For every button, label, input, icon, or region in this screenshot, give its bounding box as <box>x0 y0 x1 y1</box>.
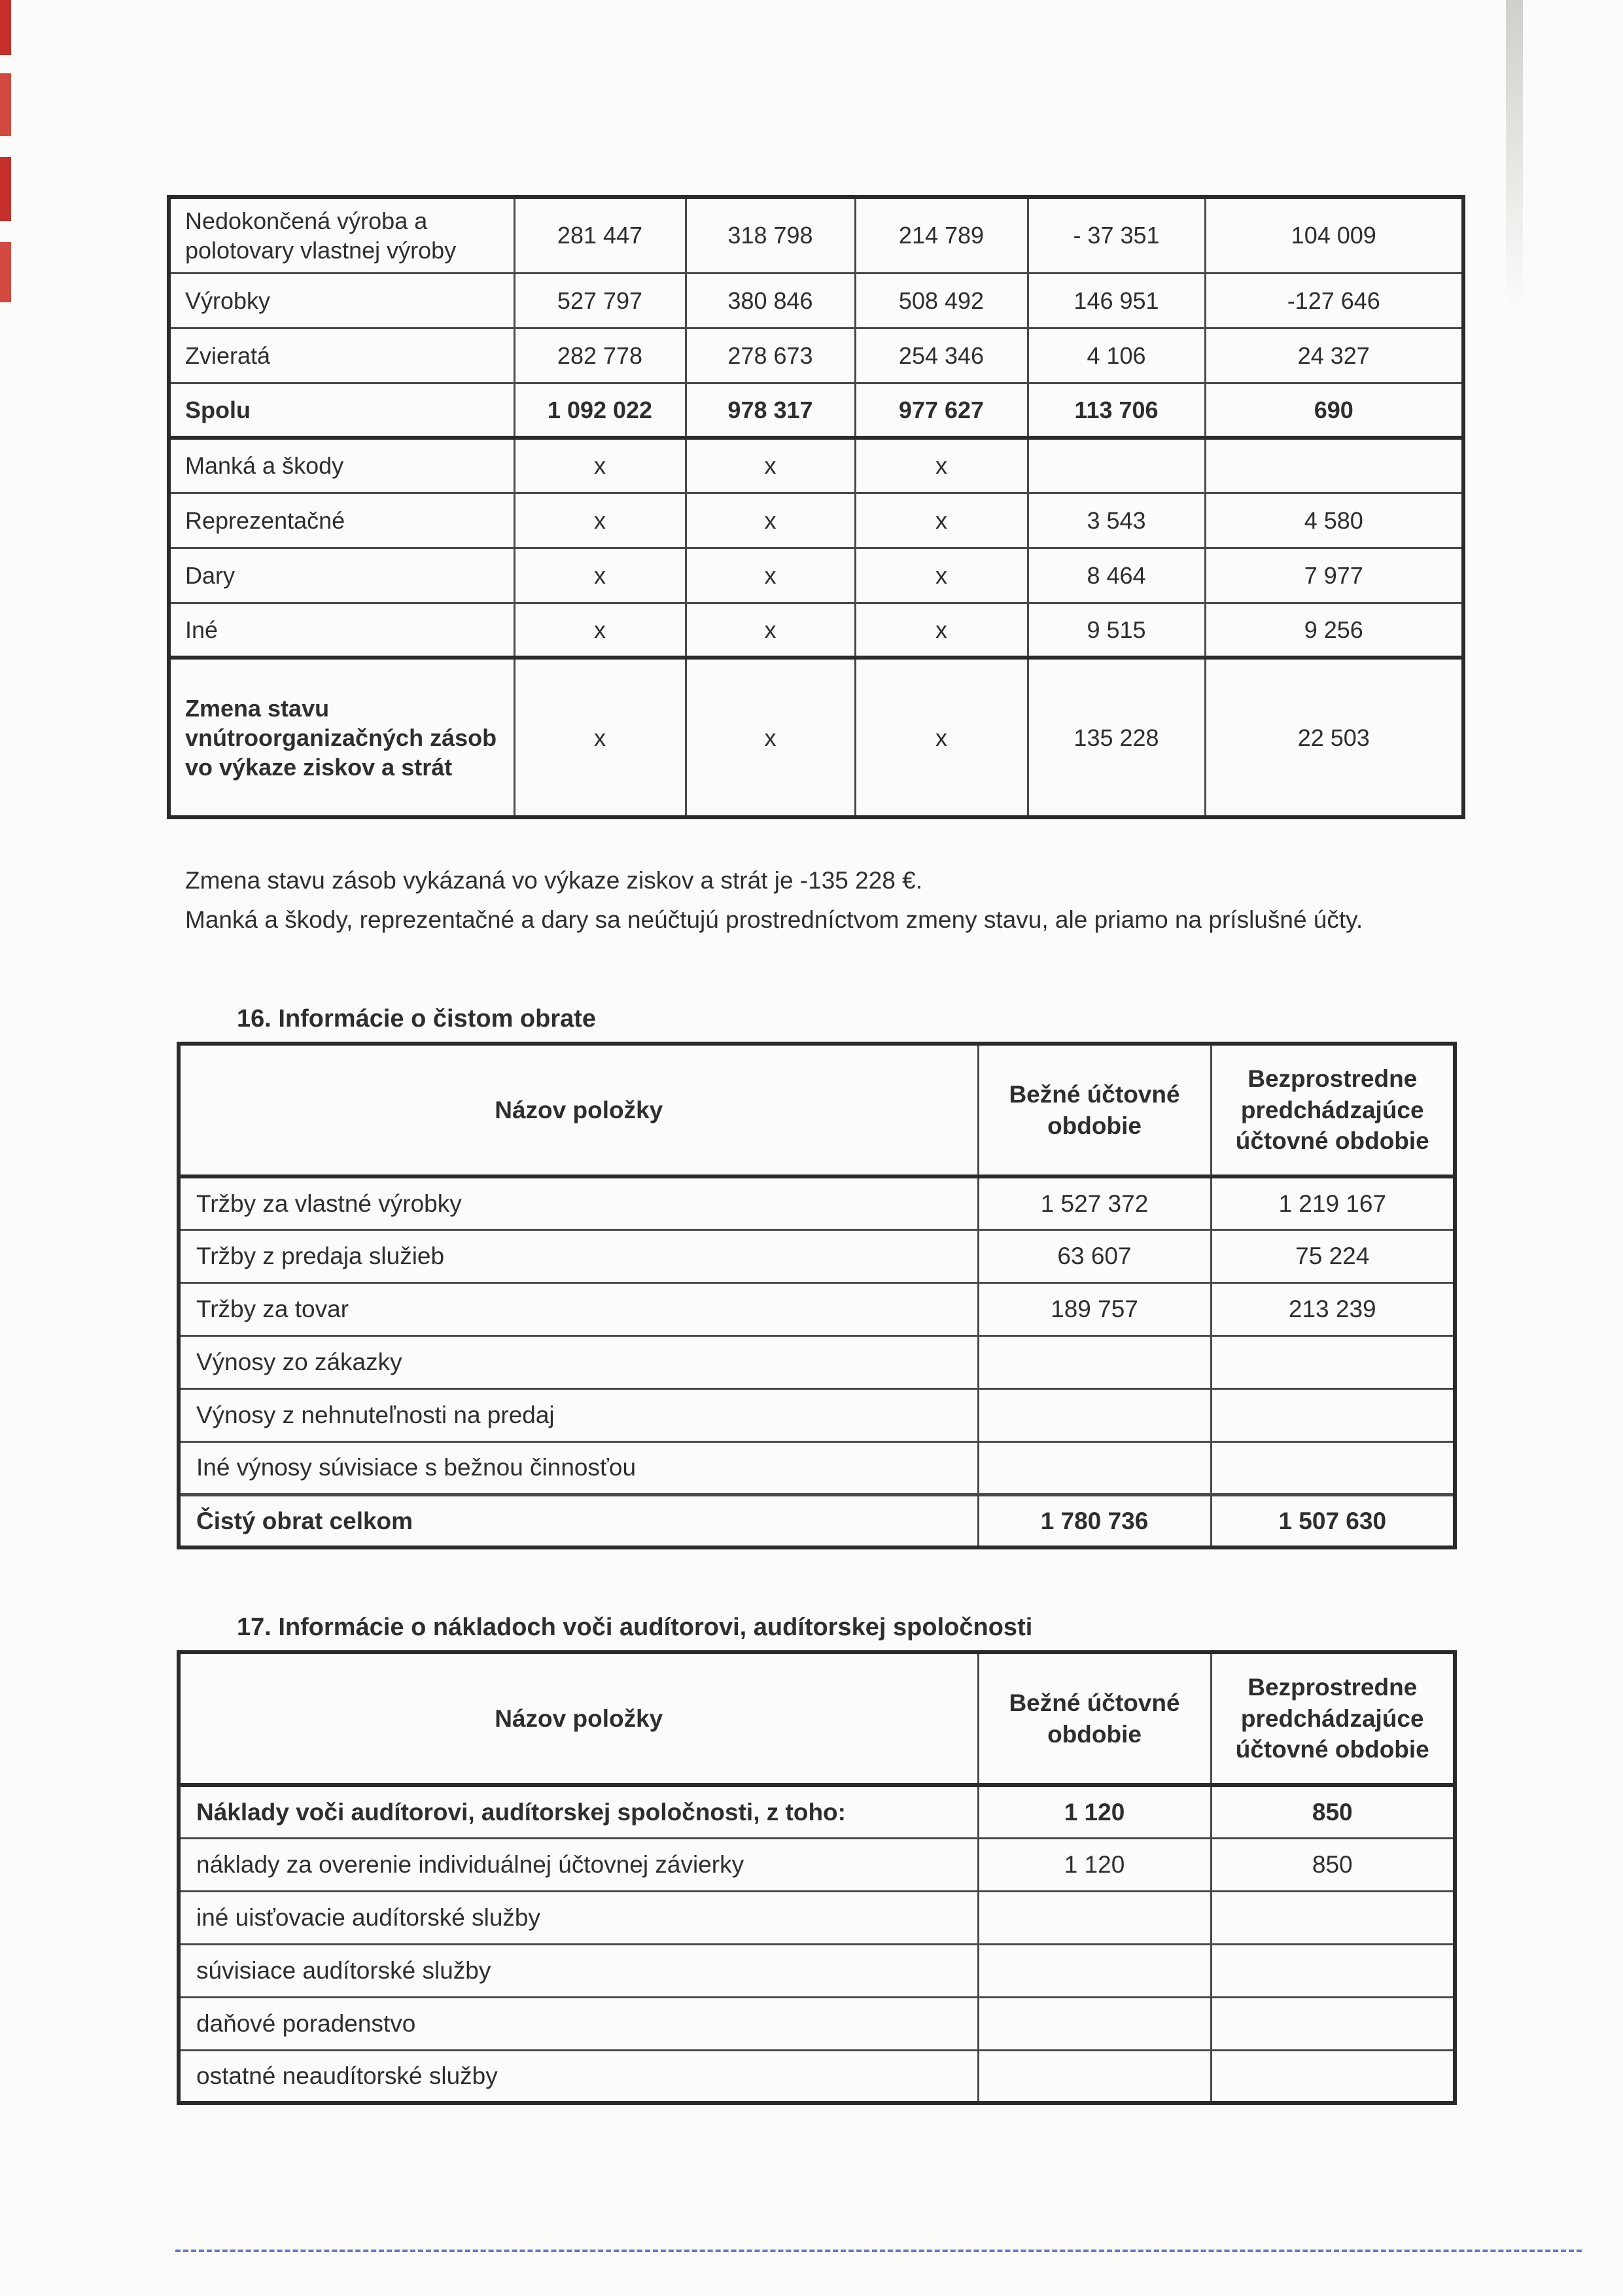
value-cell: 1 120 <box>978 1785 1211 1838</box>
row-label-cell: Nedokončená výroba a polotovary vlastnej výroby <box>169 197 514 273</box>
row-label-cell: Zmena stavu vnútroorganizačných zásob vo výkaze ziskov a strát <box>169 658 514 817</box>
value-cell: 7 977 <box>1205 548 1463 603</box>
value-cell: 146 951 <box>1028 273 1205 328</box>
value-cell: 9 515 <box>1028 603 1205 658</box>
value-cell <box>978 1891 1211 1944</box>
value-cell <box>1211 1441 1455 1494</box>
value-cell <box>1205 438 1463 493</box>
value-cell: x <box>514 493 686 548</box>
value-cell: 318 798 <box>686 197 855 273</box>
header-current-cell: Bežné účtovné obdobie <box>978 1044 1211 1176</box>
scan-shadow <box>1506 0 1523 308</box>
value-cell: 850 <box>1211 1838 1455 1891</box>
table-row <box>179 1838 1455 1891</box>
table-row <box>169 548 1463 603</box>
table-row <box>169 438 1463 493</box>
table-header-row <box>179 1652 1455 1785</box>
value-cell: x <box>686 438 855 493</box>
inventory-table <box>167 195 1465 819</box>
row-label-cell: daňové poradenstvo <box>179 1997 978 2050</box>
value-cell: x <box>686 493 855 548</box>
value-cell: -127 646 <box>1205 273 1463 328</box>
value-cell: - 37 351 <box>1028 197 1205 273</box>
net-turnover-table <box>177 1042 1457 1549</box>
value-cell: x <box>514 658 686 817</box>
row-label-cell: Spolu <box>169 383 514 438</box>
value-cell: 24 327 <box>1205 328 1463 383</box>
table-row <box>179 1335 1455 1388</box>
value-cell: 189 757 <box>978 1282 1211 1335</box>
value-cell: 1 092 022 <box>514 383 686 438</box>
value-cell: 75 224 <box>1211 1229 1455 1282</box>
value-cell: 135 228 <box>1028 658 1205 817</box>
value-cell: 3 543 <box>1028 493 1205 548</box>
value-cell: x <box>514 603 686 658</box>
value-cell: 508 492 <box>855 273 1028 328</box>
value-cell: 690 <box>1205 383 1463 438</box>
value-cell: 104 009 <box>1205 197 1463 273</box>
row-label-cell: Výnosy zo zákazky <box>179 1335 978 1388</box>
value-cell <box>978 1335 1211 1388</box>
value-cell: 282 778 <box>514 328 686 383</box>
row-label-cell: ostatné neaudítorské služby <box>179 2050 978 2103</box>
table-row <box>179 1891 1455 1944</box>
row-label-cell: Iné výnosy súvisiace s bežnou činnosťou <box>179 1441 978 1494</box>
row-label-cell: iné uisťovacie audítorské služby <box>179 1891 978 1944</box>
table-row <box>179 1388 1455 1441</box>
value-cell: 22 503 <box>1205 658 1463 817</box>
row-label-cell: Čistý obrat celkom <box>179 1494 978 1547</box>
value-cell <box>1211 1997 1455 2050</box>
value-cell <box>1028 438 1205 493</box>
value-cell <box>978 1388 1211 1441</box>
note-line: Manká a škody, reprezentačné a dary sa neúčtujú prostredníctvom zmeny stavu, ale priamo na príslušné účty. <box>185 906 1363 933</box>
row-label-cell: Reprezentačné <box>169 493 514 548</box>
note-line: Zmena stavu zásob vykázaná vo výkaze ziskov a strát je -135 228 €. <box>185 867 923 894</box>
section-17-heading: 17. Informácie o nákladoch voči audítorovi, audítorskej spoločnosti <box>237 1614 1033 1641</box>
value-cell: 278 673 <box>686 328 855 383</box>
red-edge-mark <box>0 73 11 136</box>
value-cell: 9 256 <box>1205 603 1463 658</box>
row-label-cell: Iné <box>169 603 514 658</box>
row-label-cell: Tržby za tovar <box>179 1282 978 1335</box>
value-cell: x <box>855 548 1028 603</box>
table-row-change-of-stock <box>169 658 1463 817</box>
value-cell: 213 239 <box>1211 1282 1455 1335</box>
row-label-cell: náklady za overenie individuálnej účtovnej závierky <box>179 1838 978 1891</box>
table-row <box>179 1282 1455 1335</box>
row-label-cell: Manká a škody <box>169 438 514 493</box>
row-label-cell: Tržby z predaja služieb <box>179 1229 978 1282</box>
value-cell: 1 527 372 <box>978 1176 1211 1229</box>
value-cell: 527 797 <box>514 273 686 328</box>
value-cell: x <box>514 438 686 493</box>
row-label-cell: Zvieratá <box>169 328 514 383</box>
table-row-total <box>179 1785 1455 1838</box>
value-cell: 977 627 <box>855 383 1028 438</box>
table-row <box>179 1229 1455 1282</box>
value-cell: 1 780 736 <box>978 1494 1211 1547</box>
table-row <box>169 328 1463 383</box>
auditor-costs-table <box>177 1650 1457 2105</box>
value-cell <box>978 2050 1211 2103</box>
table-row <box>179 1441 1455 1494</box>
table-row <box>169 493 1463 548</box>
header-current-cell: Bežné účtovné obdobie <box>978 1652 1211 1785</box>
value-cell: x <box>855 658 1028 817</box>
value-cell <box>1211 2050 1455 2103</box>
value-cell <box>1211 1388 1455 1441</box>
row-label-cell: Dary <box>169 548 514 603</box>
table-header-row <box>179 1044 1455 1176</box>
red-edge-mark <box>0 242 11 302</box>
table-row <box>179 1176 1455 1229</box>
value-cell: x <box>855 493 1028 548</box>
value-cell: x <box>686 548 855 603</box>
section-16-heading: 16. Informácie o čistom obrate <box>237 1005 597 1033</box>
value-cell: x <box>514 548 686 603</box>
notes-block <box>185 861 1363 940</box>
table-row <box>169 197 1463 273</box>
value-cell: 4 580 <box>1205 493 1463 548</box>
value-cell: 380 846 <box>686 273 855 328</box>
value-cell: 8 464 <box>1028 548 1205 603</box>
header-name-cell: Názov položky <box>179 1652 978 1785</box>
value-cell: x <box>686 603 855 658</box>
value-cell <box>978 1944 1211 1997</box>
table-row <box>179 1944 1455 1997</box>
header-name-cell: Názov položky <box>179 1044 978 1176</box>
row-label-cell: Tržby za vlastné výrobky <box>179 1176 978 1229</box>
value-cell: 1 120 <box>978 1838 1211 1891</box>
table-row <box>169 273 1463 328</box>
value-cell <box>1211 1335 1455 1388</box>
value-cell: 1 507 630 <box>1211 1494 1455 1547</box>
header-previous-cell: Bezprostredne predchádzajúce účtovné obdobie <box>1211 1044 1455 1176</box>
value-cell: 281 447 <box>514 197 686 273</box>
value-cell <box>1211 1891 1455 1944</box>
table-row-total <box>179 1494 1455 1547</box>
value-cell <box>1211 1944 1455 1997</box>
value-cell: 1 219 167 <box>1211 1176 1455 1229</box>
row-label-cell: súvisiace audítorské služby <box>179 1944 978 1997</box>
value-cell: 4 106 <box>1028 328 1205 383</box>
row-label-cell: Výnosy z nehnuteľnosti na predaj <box>179 1388 978 1441</box>
table-row <box>179 2050 1455 2103</box>
value-cell: 214 789 <box>855 197 1028 273</box>
red-edge-mark <box>0 157 11 221</box>
value-cell: 850 <box>1211 1785 1455 1838</box>
row-label-cell: Výrobky <box>169 273 514 328</box>
value-cell: 113 706 <box>1028 383 1205 438</box>
red-edge-mark <box>0 0 11 55</box>
value-cell: 63 607 <box>978 1229 1211 1282</box>
header-previous-cell: Bezprostredne predchádzajúce účtovné obdobie <box>1211 1652 1455 1785</box>
value-cell <box>978 1441 1211 1494</box>
table-row <box>169 603 1463 658</box>
row-label-cell: Náklady voči audítorovi, audítorskej spoločnosti, z toho: <box>179 1785 978 1838</box>
value-cell: x <box>855 603 1028 658</box>
value-cell: 978 317 <box>686 383 855 438</box>
bottom-scan-line <box>175 2250 1582 2252</box>
value-cell: 254 346 <box>855 328 1028 383</box>
value-cell: x <box>686 658 855 817</box>
table-row-total <box>169 383 1463 438</box>
value-cell: x <box>855 438 1028 493</box>
table-row <box>179 1997 1455 2050</box>
value-cell <box>978 1997 1211 2050</box>
